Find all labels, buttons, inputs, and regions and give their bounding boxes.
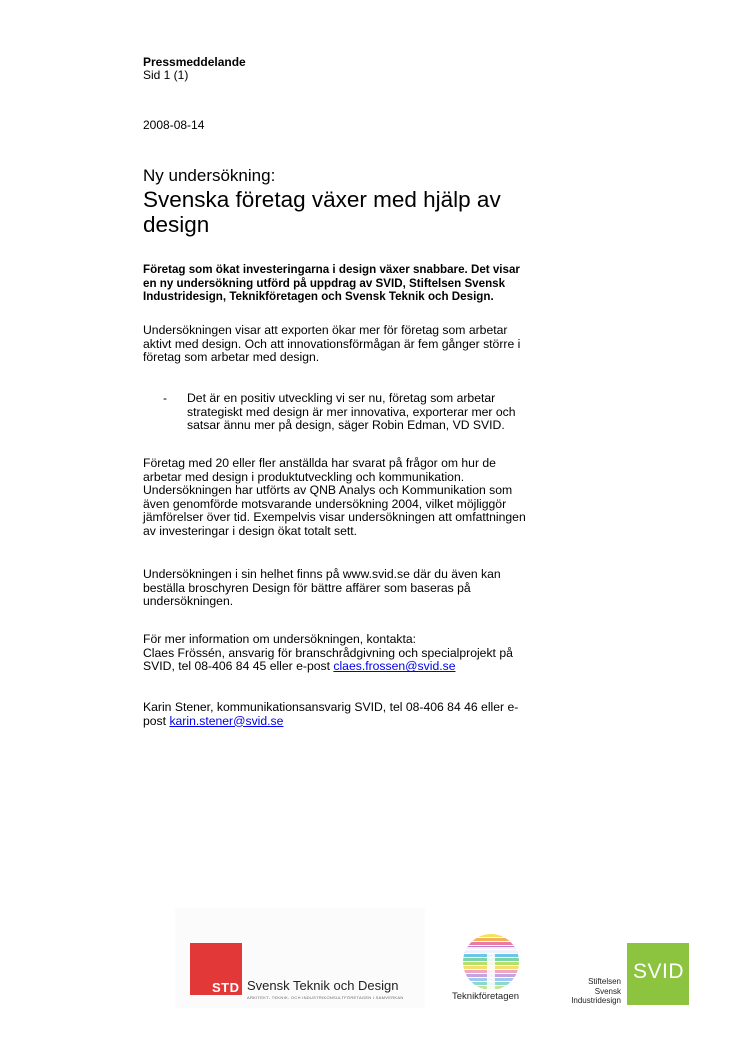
- paragraph-line: aktivt med design. Och att innovationsförmågan är fem gånger större i: [143, 336, 521, 351]
- quote-paragraph: [187, 392, 607, 433]
- release-date: 2008-08-14: [143, 118, 205, 132]
- headline-kicker: Ny undersökning:: [143, 166, 276, 185]
- paragraph-export: [143, 324, 613, 365]
- std-logo-abbr: STD: [212, 980, 240, 995]
- paragraph-line: Claes Frössén, ansvarig för branschrådgivning och specialprojekt på: [143, 645, 513, 660]
- paragraph-survey: [143, 457, 613, 539]
- quote-line: satsar ännu mer på design, säger Robin Edman, VD SVID.: [187, 418, 505, 433]
- contact-prefix: SVID, tel 08-406 84 45 eller e-post: [143, 659, 334, 674]
- paragraph-line: arbetar med design i produktutveckling och kommunikation.: [143, 469, 465, 484]
- headline-line: Svenska företag växer med hjälp av: [143, 187, 501, 212]
- svid-side-line: Svensk: [594, 986, 621, 996]
- paragraph-line: För mer information om undersökningen, kontakta:: [143, 632, 416, 646]
- paragraph-line: av investeringar i design ökat totalt sett.: [143, 523, 358, 538]
- page-indicator: Sid 1 (1): [143, 68, 189, 82]
- paragraph-line: även genomförde motsvarande undersökning 2004, vilket möjliggör: [143, 496, 507, 511]
- teknikforetagen-logo-icon: [461, 933, 521, 991]
- teknikforetagen-logo-name: Teknikföretagen: [452, 991, 520, 1002]
- svid-logo-text: SVID: [633, 960, 685, 983]
- headline: [143, 187, 603, 237]
- lead-line: Företag som ökat investeringarna i design växer snabbare. Det visar: [143, 263, 520, 276]
- std-logo-tagline: ARKITEKT- TEKNIK- OCH INDUSTRIKONSULTFÖRETAGEN I SAMVERKAN: [247, 995, 404, 1000]
- lead-paragraph: [143, 263, 613, 304]
- paragraph-line: [143, 715, 613, 729]
- email-link-claes[interactable]: claes.frossen@svid.se: [333, 659, 456, 674]
- headline-line: design: [143, 212, 210, 237]
- lead-line: en ny undersökning utförd på uppdrag av SVID, Stiftelsen Svensk: [143, 276, 506, 290]
- paragraph-line: Undersökningen har utförts av QNB Analys och Kommunikation som: [143, 483, 513, 498]
- paragraph-line: företag som arbetar med design.: [143, 350, 320, 365]
- svid-side-line: Stiftelsen: [588, 977, 621, 986]
- svid-side-line: Industridesign: [571, 996, 621, 1005]
- paragraph-website: [143, 568, 613, 609]
- quote-dash: -: [163, 391, 167, 405]
- contact-paragraph-karin: [143, 701, 613, 728]
- paragraph-line: Undersökningen i sin helhet finns på www.svid.se där du även kan: [143, 567, 501, 581]
- quote-line: strategiskt med design är mer innovativa, exporterar mer och: [187, 404, 516, 419]
- quote-line: Det är en positiv utveckling vi ser nu, företag som arbetar: [187, 391, 496, 405]
- document-type: Pressmeddelande: [143, 55, 246, 69]
- email-link-karin[interactable]: karin.stener@svid.se: [169, 713, 284, 728]
- paragraph-line: [143, 660, 613, 674]
- std-logo-name: Svensk Teknik och Design: [247, 978, 399, 993]
- paragraph-line: Undersökningen visar att exporten ökar mer för företag som arbetar: [143, 323, 508, 337]
- svid-logo-side-text: [548, 977, 621, 1006]
- lead-line: Industridesign, Teknikföretagen och Svensk Teknik och Design.: [143, 290, 494, 304]
- paragraph-line: undersökningen.: [143, 594, 234, 609]
- contact-paragraph-claes: [143, 633, 613, 674]
- paragraph-line: jämförelser över tid. Exempelvis visar undersökningen att omfattningen: [143, 510, 526, 525]
- paragraph-line: Karin Stener, kommunikationsansvarig SVID, tel 08-406 84 46 eller e-: [143, 700, 519, 714]
- paragraph-line: beställa broschyren Design för bättre affärer som baseras på: [143, 580, 471, 595]
- contact-prefix: post: [143, 713, 170, 728]
- paragraph-line: Företag med 20 eller fler anställda har svarat på frågor om hur de: [143, 456, 496, 470]
